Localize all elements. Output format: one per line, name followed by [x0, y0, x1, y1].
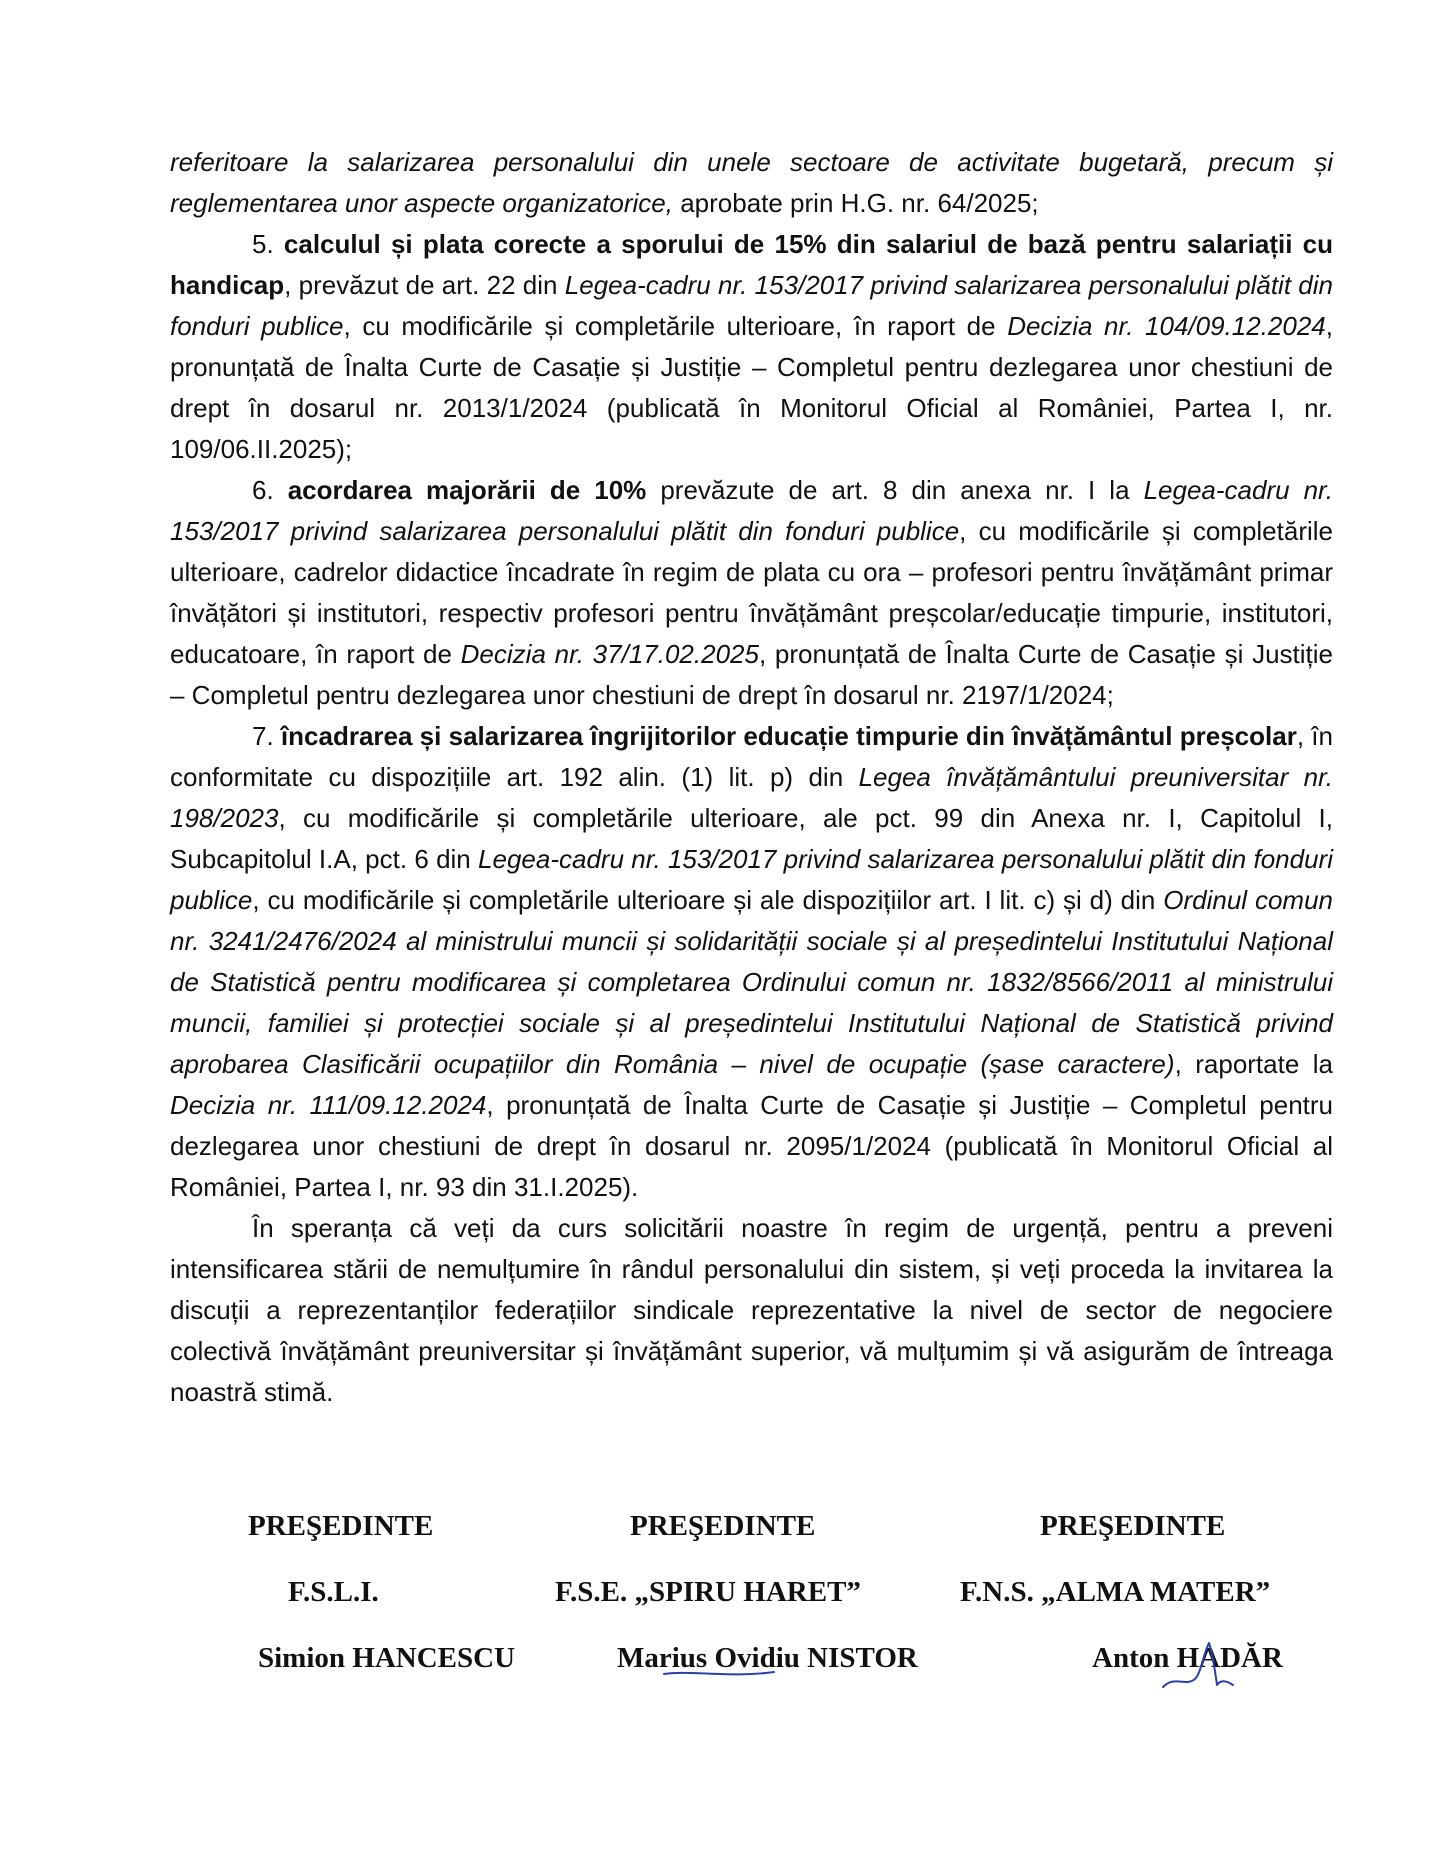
italic-law-title: Legea-cadru nr. 153/2017 privind salarizarea personalului plătit din fonduri publice: [170, 270, 1333, 341]
text-run: , cu modificările și completările ulterioare, în raport de: [343, 311, 1008, 341]
signer-organization: F.S.E. „SPIRU HARET”: [555, 1576, 861, 1608]
signature-names-row: [170, 1642, 1333, 1708]
signature-block: [170, 1510, 1333, 1708]
signer-title: PREŞEDINTE: [1040, 1510, 1226, 1542]
document-body: [170, 142, 1333, 1413]
list-number: 7.: [252, 721, 281, 751]
italic-decision: Decizia nr. 104/09.12.2024: [1007, 311, 1326, 341]
list-item-5: [170, 224, 1333, 470]
text-run: , cu modificările și completările ulterioare, cadrelor didactice încadrate în regim de plata cu ora – profesori pentru învățământ primar învățători și institutori, respectiv profesori pentru învățământ preșcolar/educație timpurie, institutori, educatoare, în raport de: [170, 516, 1333, 669]
text-run: aprobate prin H.G. nr. 64/2025;: [672, 188, 1039, 218]
text-run: , pronunțată de Înalta Curte de Casație și Justiție – Completul pentru dezlegarea unor chestiuni de drept în dosarul nr. 2197/1/2024;: [170, 639, 1334, 710]
paragraph-continuation: [170, 142, 1333, 224]
bold-heading: calculul și plata corecte a sporului de 15% din salariul de bază pentru salariații cu handicap: [170, 229, 1333, 300]
signer-name: Marius Ovidiu NISTOR: [617, 1642, 918, 1674]
text-run: , în conformitate cu dispozițiile art. 192 alin. (1) lit. p) din: [170, 721, 1333, 792]
text-run: , prevăzut de art. 22 din: [284, 270, 565, 300]
closing-paragraph: În speranța că veți da curs solicitării noastre în regim de urgență, pentru a preveni intensificarea stării de nemulțumire în rândul personalului din sistem, și veți proceda la invitarea la discuții a reprezentanților federațiilor sindicale reprezentative la nivel de sector de negociere colectivă învățământ preuniversitar și învățământ superior, vă mulțumim și vă asigurăm de întreaga noastră stimă.: [170, 1213, 1333, 1407]
signer-organization: F.S.L.I.: [288, 1576, 379, 1608]
text-run: , cu modificările și completările ulterioare și ale dispozițiilor art. I lit. c) și d) din: [252, 885, 1164, 915]
signer-organization: F.N.S. „ALMA MATER”: [960, 1576, 1271, 1608]
italic-law-title: Legea-cadru nr. 153/2017 privind salarizarea personalului plătit din fonduri publice: [170, 475, 1333, 546]
text-run: , raportate la: [1174, 1049, 1333, 1079]
text-run: , pronunțată de Înalta Curte de Casație și Justiție – Completul pentru dezlegarea unor chestiuni de drept în dosarul nr. 2095/1/2024 (publicată în Monitorul Oficial al României, Partea I, nr. 93 din 31.I.2025).: [170, 1090, 1333, 1202]
bold-heading: acordarea majorării de 10%: [287, 475, 647, 505]
list-number: 6.: [252, 475, 288, 505]
italic-law-title: Legea învățământului preuniversitar nr. 198/2023: [170, 762, 1334, 833]
list-number: 5.: [252, 229, 284, 259]
letter-text: [170, 142, 1333, 1413]
signer-title: PREŞEDINTE: [248, 1510, 434, 1542]
italic-law-title: referitoare la salarizarea personalului din unele sectoare de activitate bugetară, precum și reglementarea unor aspecte organizatorice,: [170, 147, 1333, 218]
signer-name: Anton HADĂR: [1092, 1642, 1283, 1674]
text-run: prevăzute de art. 8 din anexa nr. I la: [646, 475, 1144, 505]
italic-order-title: Ordinul comun nr. 3241/2476/2024 al ministrului muncii și solidarității sociale și al președintelui Institutului Național de Statistică pentru modificarea și completarea Ordinului comun nr. 1832/8566/2011 al ministrului muncii, familiei și protecției sociale și al președintelui Institutului Național de Statistică privind aprobarea Clasificării ocupațiilor din România – nivel de ocupație (șase caractere): [170, 885, 1334, 1079]
signer-name: Simion HANCESCU: [258, 1642, 516, 1674]
italic-law-title: Legea-cadru nr. 153/2017 privind salarizarea personalului plătit din fonduri publice: [170, 844, 1333, 915]
signature-orgs-row: [170, 1576, 1333, 1642]
list-item-6: [170, 470, 1333, 716]
text-run: , pronunțată de Înalta Curte de Casație și Justiție – Completul pentru dezlegarea unor chestiuni de drept în dosarul nr. 2013/1/2024 (publicată în Monitorul Oficial al României, Partea I, nr. 109/06.II.2025);: [170, 311, 1333, 464]
italic-decision: Decizia nr. 37/17.02.2025: [460, 639, 759, 669]
signature-titles-row: [170, 1510, 1333, 1576]
list-item-7: [170, 716, 1333, 1208]
text-run: , cu modificările și completările ulterioare, ale pct. 99 din Anexa nr. I, Capitolul I, Subcapitolul I.A, pct. 6 din: [170, 803, 1333, 874]
bold-heading: încadrarea și salarizarea îngrijitorilor educație timpurie din învățământul preșcolar: [280, 721, 1297, 751]
italic-decision: Decizia nr. 111/09.12.2024: [170, 1090, 487, 1120]
signer-title: PREŞEDINTE: [630, 1510, 816, 1542]
